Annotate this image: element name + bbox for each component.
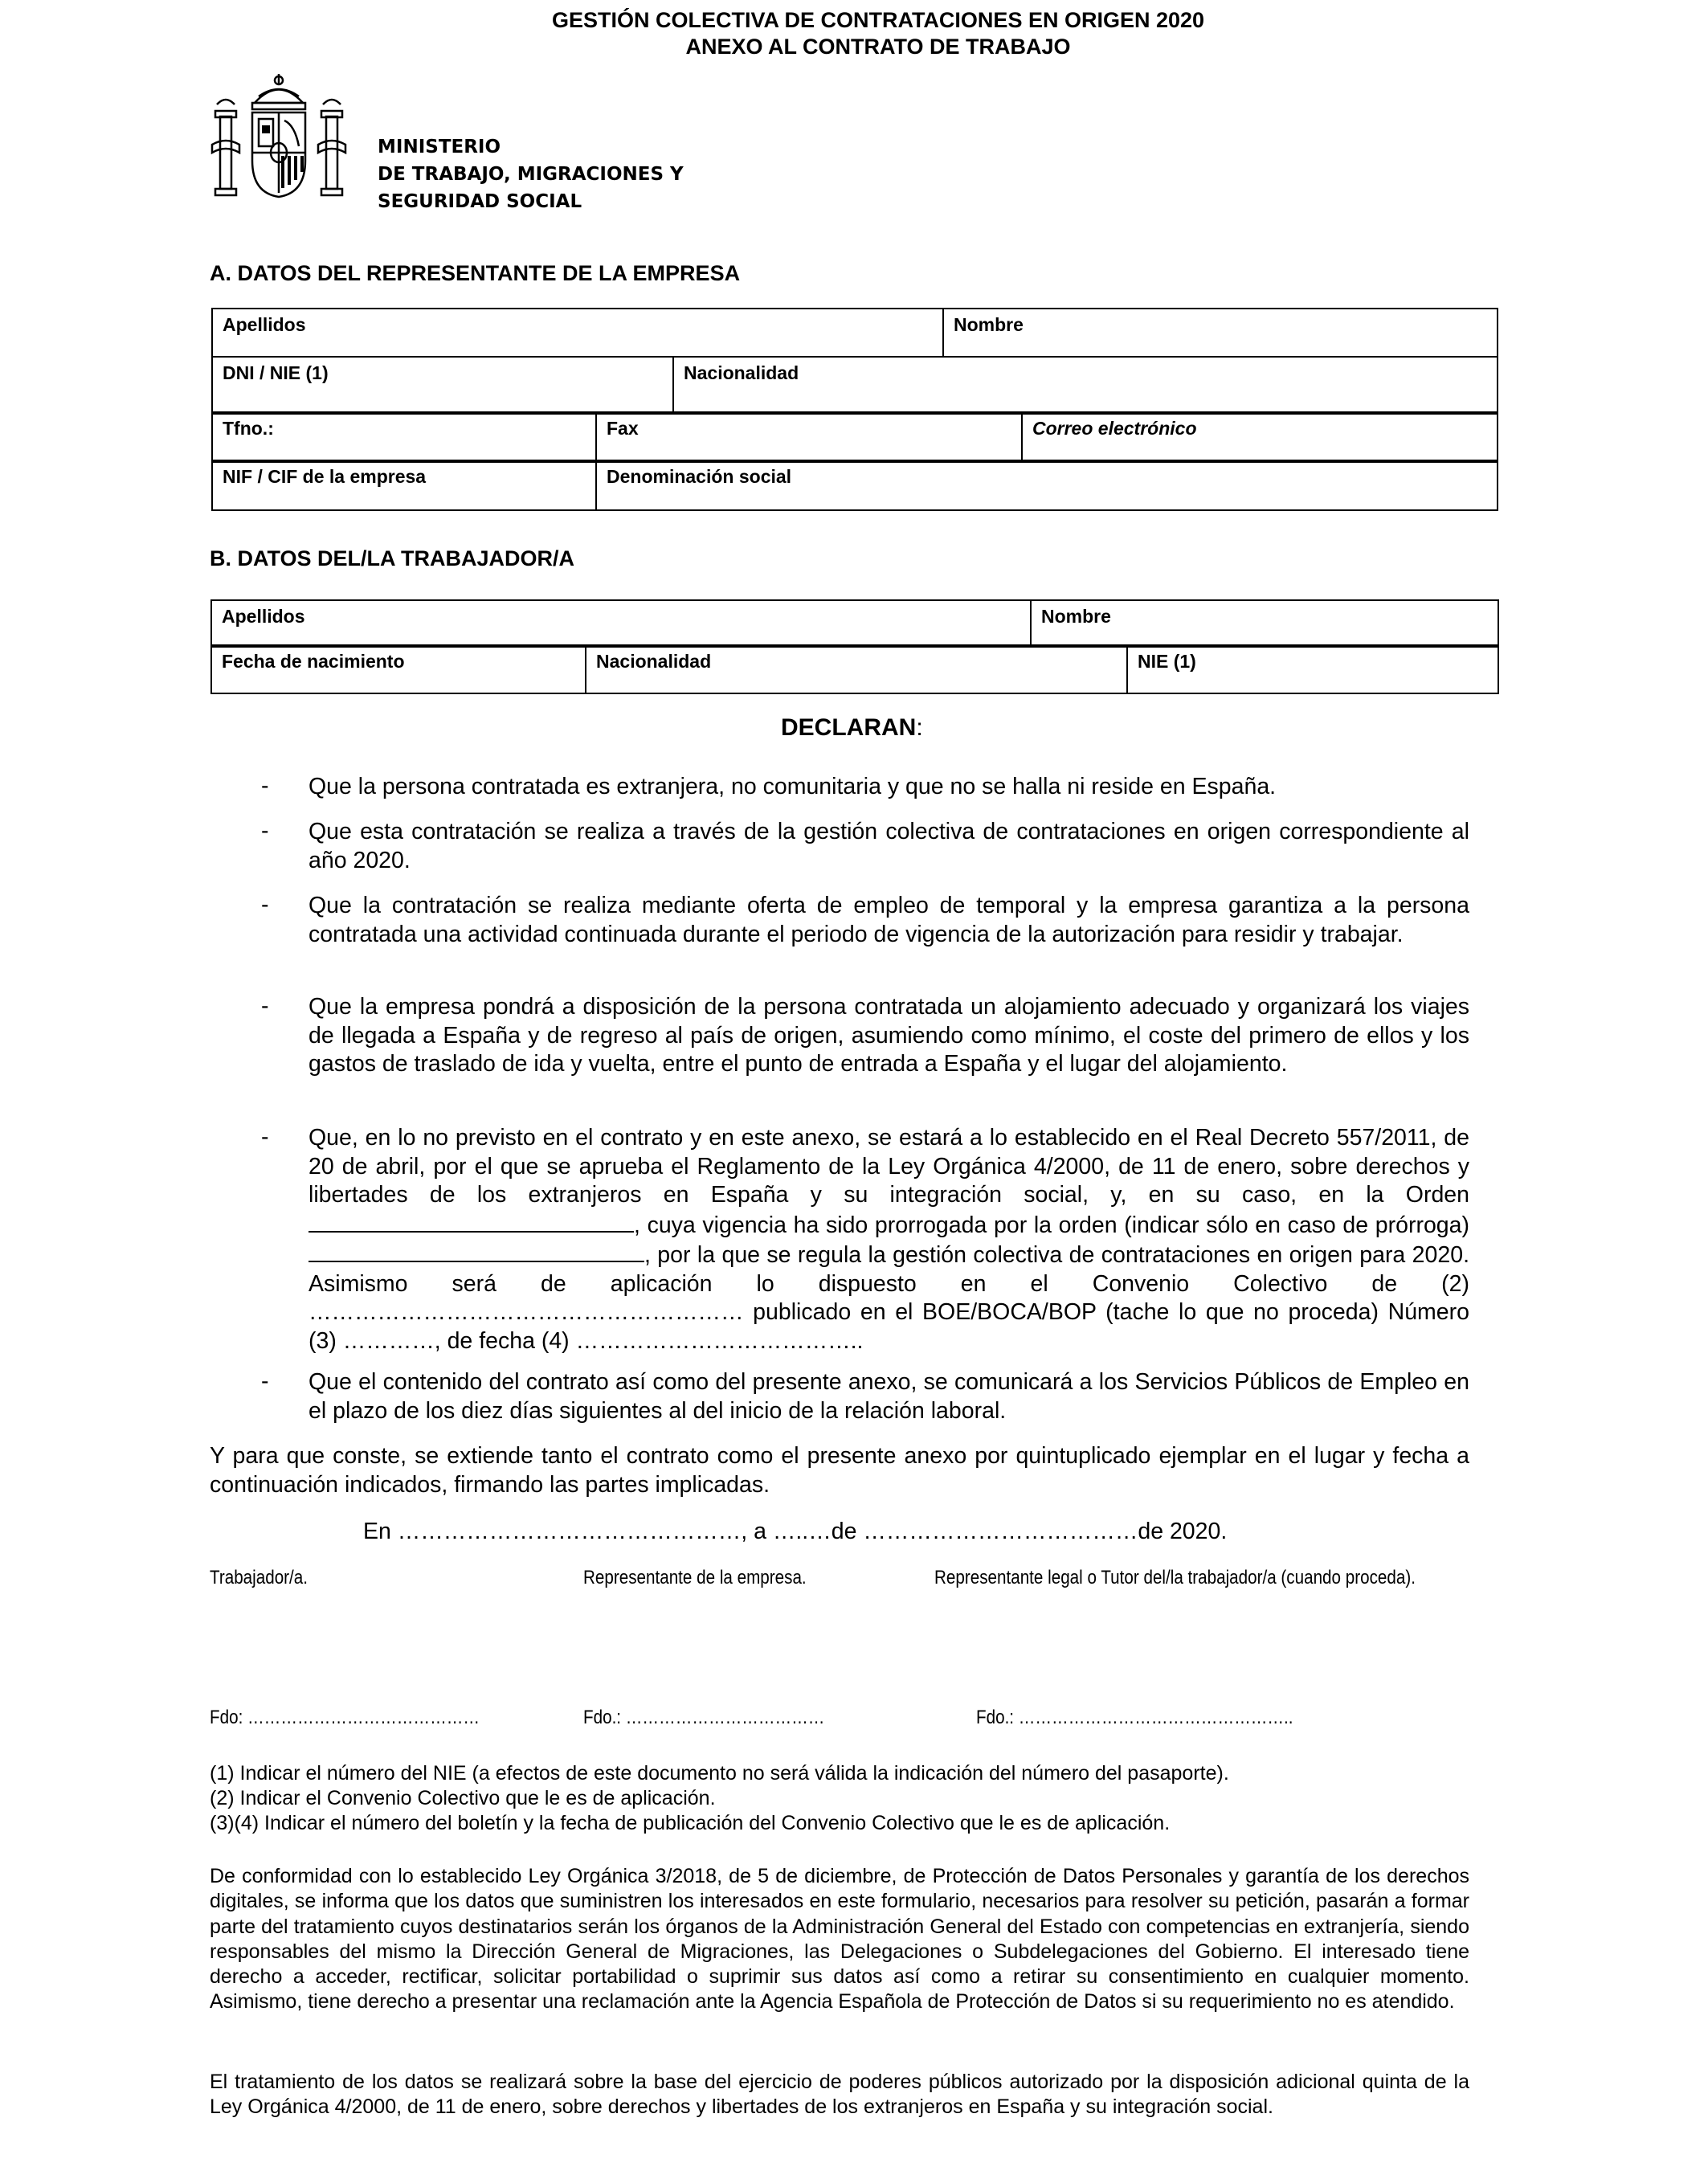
ministry-name — [378, 133, 684, 215]
worker-fecha-nacimiento[interactable]: Fecha de nacimiento — [211, 645, 586, 693]
bullet-dash: - — [261, 892, 269, 918]
bullet-dash: - — [261, 773, 269, 799]
field-tfno[interactable]: Tfno.: — [212, 412, 596, 462]
declaration-item-2: Que esta contratación se realiza a través de la gestión colectiva de contrataciones en origen correspondiente al año 2020. — [309, 819, 1469, 873]
section-a-title: A. DATOS DEL REPRESENTANTE DE LA EMPRESA — [210, 261, 741, 285]
privacy-paragraph-1: De conformidad con lo establecido Ley Orgánica 3/2018, de 5 de diciembre, de Protección de Datos Personales y garantía de los derechos digitales, se informa que los datos que suministren los interesados en este formulario, necesarios para resolver su petición, pasarán a formar parte del tratamiento cuyos destinatarios serán los órganos de la Administración General del Estado con competencias en extranjería, siendo responsables del mismo la Dirección General de Migraciones, las Delegaciones o Subdelegaciones del Gobierno. El interesado tiene derecho a acceder, rectificar, solicitar portabilidad o suprimir sus datos así como a retirar su consentimiento en cualquier momento. Asimismo, tiene derecho a presentar una reclamación ante la Agencia Española de Protección de Datos si su requerimiento no es atendido. — [210, 1865, 1469, 2014]
bullet-dash: - — [261, 818, 269, 844]
section-b-table — [210, 599, 1499, 648]
field-denominacion[interactable]: Denominación social — [596, 460, 1498, 510]
orden-blank-line[interactable] — [309, 1210, 634, 1233]
declaration-item-6: Que el contenido del contrato así como del presente anexo, se comunicará a los Servicios Públicos de Empleo en el plazo de los diez días siguientes al del inicio de la relación laboral. — [309, 1369, 1469, 1424]
privacy-paragraph-2: El tratamiento de los datos se realizará sobre la base del ejercicio de poderes públicos autorizado por la disposición adicional quinta de la Ley Orgánica 4/2000, de 11 de enero, sobre derechos y libertades de los extranjeros en España y su integración social. — [210, 2071, 1469, 2119]
declaran-heading — [781, 714, 923, 742]
bullet-dash: - — [261, 1368, 269, 1394]
field-nombre[interactable]: Nombre — [943, 309, 1498, 357]
footnotes — [210, 1761, 1479, 1836]
signature-line-worker[interactable]: Fdo: …………………………………… — [210, 1707, 480, 1728]
section-a-table-row3 — [211, 411, 1498, 463]
field-nif-cif[interactable]: NIF / CIF de la empresa — [212, 460, 596, 510]
signature-line-legal[interactable]: Fdo.: ………………………………………….. — [976, 1707, 1293, 1728]
ministry-line-3: SEGURIDAD SOCIAL — [378, 191, 582, 212]
signature-line-company[interactable]: Fdo.: ……………………………… — [583, 1707, 825, 1728]
title-line-2: ANEXO AL CONTRATO DE TRABAJO — [685, 35, 1071, 59]
worker-nombre[interactable]: Nombre — [1031, 600, 1498, 647]
field-apellidos[interactable]: Apellidos — [212, 309, 943, 357]
item5-part-a: Que, en lo no previsto en el contrato y en este anexo, se estará a lo establecido en el Real Decreto 557/2011, de 20 de abril, por el que se aprueba el Reglamento de la Ley Orgánica 4/2000, de 11 de enero, sobre derechos y libertades de los extranjeros en España y su integración social, y, en su caso, en la Orden — [309, 1125, 1469, 1208]
footnote-1: (1) Indicar el número del NIE (a efectos de este documento no será válida la indicación del número del pasaporte). — [210, 1762, 1229, 1785]
coat-of-arms-icon — [210, 72, 347, 209]
section-a-table-row4 — [211, 460, 1498, 511]
ministry-line-2: DE TRABAJO, MIGRACIONES Y — [378, 164, 684, 185]
signature-label-legal: Representante legal o Tutor del/la trabajador/a (cuando proceda). — [934, 1567, 1416, 1588]
declaration-item-1: Que la persona contratada es extranjera, no comunitaria y que no se halla ni reside en España. — [309, 774, 1277, 799]
place-date-line: En ………………………………………, a …..…de ………………………………de 2020. — [363, 1519, 1228, 1544]
declaration-item-4: Que la empresa pondrá a disposición de la persona contratada un alojamiento adecuado y organizará los viajes de llegada a España y de regreso al país de origen, asumiendo como mínimo, el coste del primero de ellos y los gastos de traslado de ida y vuelta, entre el punto de entrada a España y el lugar del alojamiento. — [309, 994, 1469, 1077]
declaration-item-5 — [309, 1124, 1469, 1355]
section-a-table-row2 — [211, 356, 1498, 415]
worker-apellidos[interactable]: Apellidos — [211, 600, 1031, 647]
section-b-title: B. DATOS DEL/LA TRABAJADOR/A — [210, 546, 575, 570]
document-title — [0, 7, 1708, 60]
item5-part-c: , por la que se regula la gestión colectiva de contrataciones en origen para 2020. Asimismo será de aplicación lo dispuesto en el Convenio Colectivo de (2) ………………………………………………… publicado en el BOE/BOCA/BOP (tache lo que no proceda) Número (3) …………, de fecha (4) ……………………………….. — [309, 1242, 1469, 1354]
field-nacionalidad[interactable]: Nacionalidad — [673, 357, 1498, 414]
ministry-line-1: MINISTERIO — [378, 137, 501, 157]
bullet-dash: - — [261, 1124, 269, 1150]
signature-label-worker: Trabajador/a. — [210, 1567, 308, 1588]
prorroga-blank-line[interactable] — [309, 1240, 644, 1262]
title-line-1: GESTIÓN COLECTIVA DE CONTRATACIONES EN ORIGEN 2020 — [551, 8, 1205, 32]
worker-nacionalidad[interactable]: Nacionalidad — [586, 645, 1127, 693]
field-correo[interactable]: Correo electrónico — [1022, 412, 1498, 462]
declaration-item-3: Que la contratación se realiza mediante oferta de empleo de temporal y la empresa garantiza a la persona contratada una actividad continuada durante el periodo de vigencia de la autorización para residir y trabajar. — [309, 893, 1469, 947]
declaran-colon: : — [916, 714, 923, 741]
declaran-title: DECLARAN — [781, 714, 917, 741]
signature-label-company: Representante de la empresa. — [583, 1567, 807, 1588]
field-fax[interactable]: Fax — [596, 412, 1022, 462]
item5-part-b: , cuya vigencia ha sido prorrogada por la orden (indicar sólo en caso de prórroga) — [634, 1212, 1469, 1238]
field-dni-nie[interactable]: DNI / NIE (1) — [212, 357, 673, 414]
footnote-2: (2) Indicar el Convenio Colectivo que le es de aplicación. — [210, 1787, 716, 1809]
section-a-table — [211, 308, 1498, 358]
worker-nie[interactable]: NIE (1) — [1127, 645, 1498, 693]
bullet-dash: - — [261, 993, 269, 1019]
section-b-table-row2 — [210, 644, 1499, 694]
closing-text: Y para que conste, se extiende tanto el contrato como el presente anexo por quintuplicado ejemplar en el lugar y fecha a continuación indicados, firmando las partes implicadas. — [210, 1443, 1469, 1498]
footnote-3: (3)(4) Indicar el número del boletín y la fecha de publicación del Convenio Colectivo que le es de aplicación. — [210, 1812, 1171, 1834]
